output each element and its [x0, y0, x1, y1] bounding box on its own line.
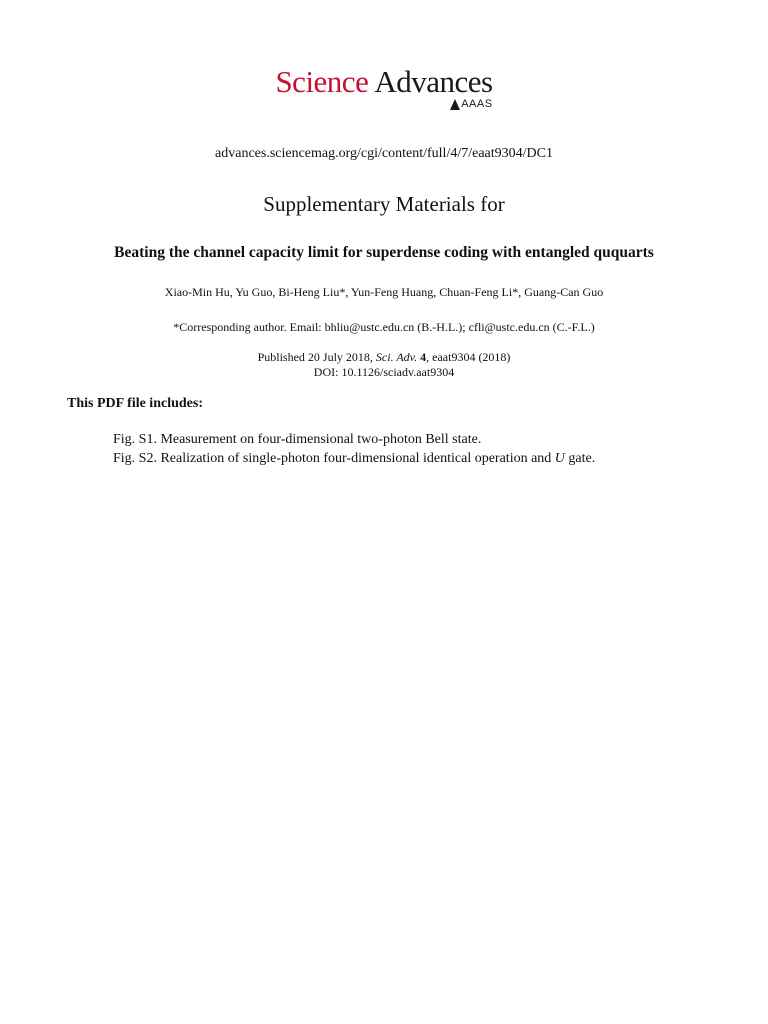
journal-abbrev: Sci. Adv.: [375, 350, 418, 364]
logo-advances-word: Advances: [374, 64, 493, 99]
includes-heading: This PDF file includes:: [67, 396, 203, 411]
figure-list: [113, 430, 595, 468]
article-number: , eaat9304 (2018): [426, 350, 511, 364]
figure-s1-caption: Fig. S1. Measurement on four-dimensional two-photon Bell state.: [113, 432, 482, 447]
paper-title: Beating the channel capacity limit for superdense coding with entangled ququarts: [114, 244, 654, 261]
aaas-label: AAAS: [461, 98, 493, 110]
published-date: Published 20 July 2018,: [257, 350, 373, 364]
supplementary-title: Supplementary Materials for: [263, 192, 505, 216]
figure-s2-caption-start: Fig. S2. Realization of single-photon four-dimensional identical operation and: [113, 451, 555, 466]
doi-line: DOI: 10.1126/sciadv.aat9304: [313, 365, 455, 379]
figure-s2-caption-end: gate.: [564, 451, 596, 466]
author-list: Xiao-Min Hu, Yu Guo, Bi-Heng Liu*, Yun-Feng Huang, Chuan-Feng Li*, Guang-Can Guo: [164, 285, 604, 299]
aaas-triangle-icon: [450, 99, 460, 110]
aaas-logo: [450, 98, 492, 110]
publication-line: [0, 350, 768, 365]
journal-volume: 4: [420, 350, 427, 364]
list-item: [113, 449, 595, 468]
logo-science-word: Science: [275, 64, 369, 99]
supplement-url: advances.sciencemag.org/cgi/content/full/4/7/eaat9304/DC1: [215, 146, 553, 161]
list-item: [113, 430, 595, 449]
science-advances-logo: [0, 64, 768, 110]
corresponding-author-note: *Corresponding author. Email: bhliu@ustc.edu.cn (B.-H.L.); cfli@ustc.edu.cn (C.-F.L.): [173, 320, 595, 334]
publication-info: [0, 350, 768, 380]
figure-s2-italic-u: U: [554, 451, 565, 466]
